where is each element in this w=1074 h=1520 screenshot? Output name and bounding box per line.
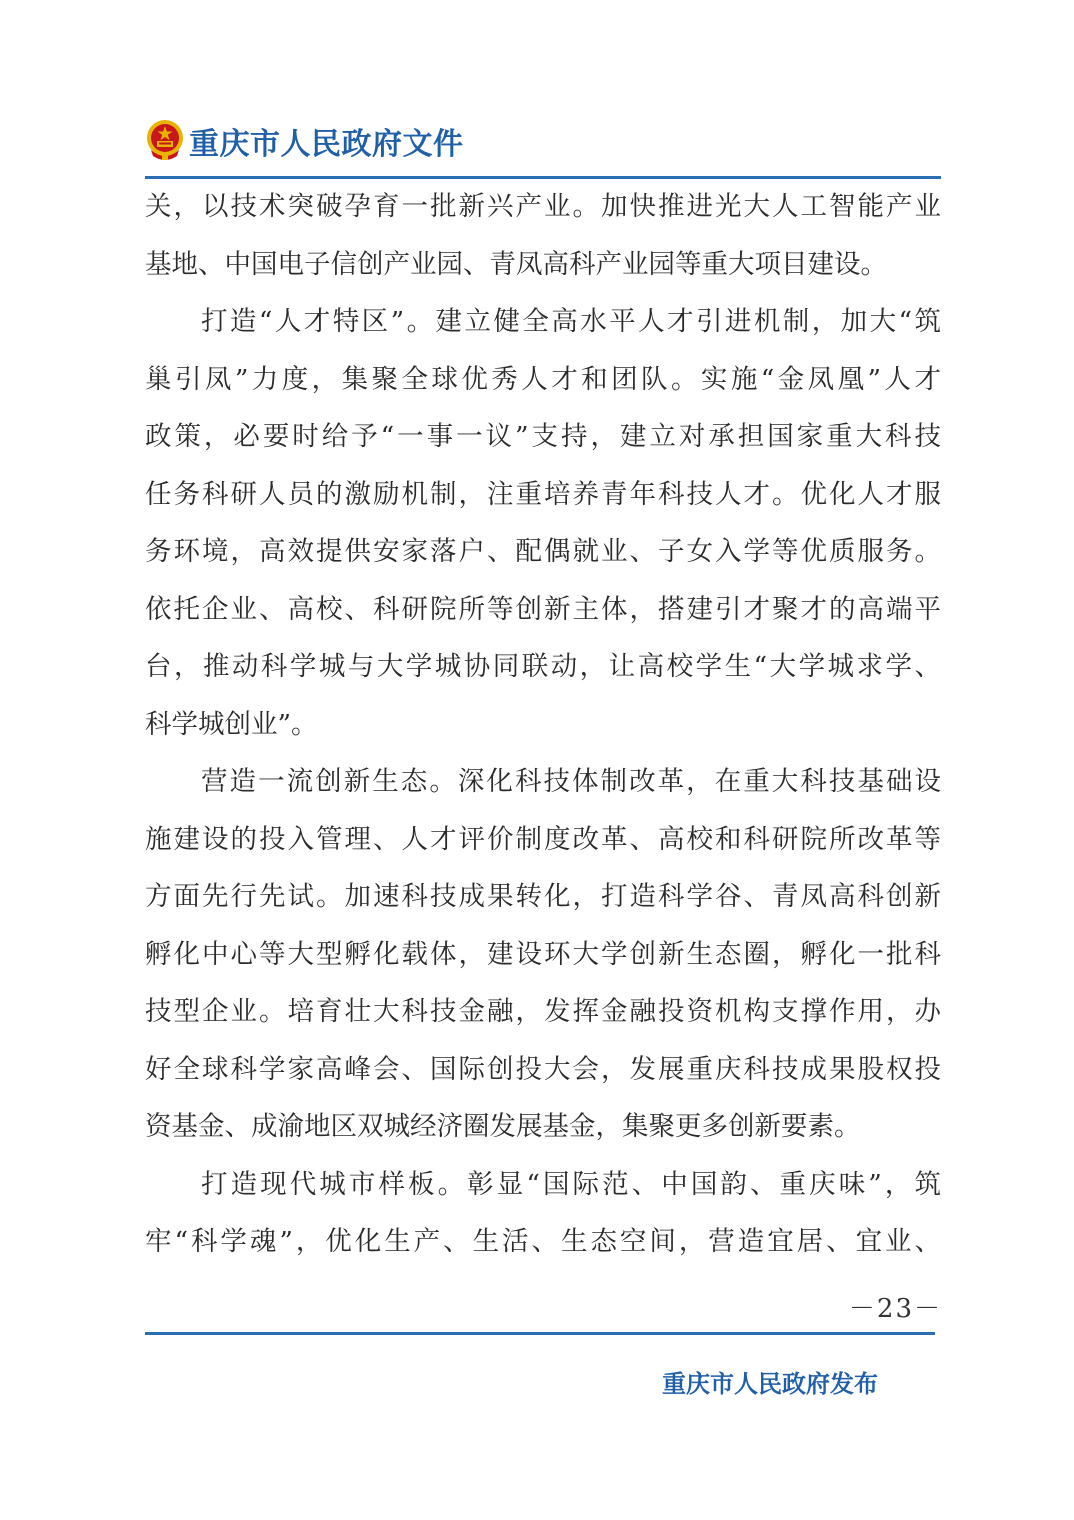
text-line: 巢引凤”力度，集聚全球优秀人才和团队。实施“金凤凰”人才 — [145, 363, 941, 395]
national-emblem-icon — [145, 118, 185, 164]
text-line: 牢“科学魂”，优化生产、生活、生态空间，营造宜居、宜业、 — [145, 1226, 941, 1257]
text-line: 基地、中国电子信创产业园、青凤高科产业园等重大项目建设。 — [145, 248, 887, 280]
text-line: 打造“人才特区”。建立健全高水平人才引进机制，加大“筑 — [201, 306, 941, 337]
text-line: 营造一流创新生态。深化科技体制改革，在重大科技基础设 — [201, 766, 941, 797]
text-line: 依托企业、高校、科研院所等创新主体，搭建引才聚才的高端平 — [145, 593, 941, 625]
text-line: 务环境，高效提供安家落户、配偶就业、子女入学等优质服务。 — [145, 536, 941, 567]
text-line: 关，以技术突破孕育一批新兴产业。加快推进光大人工智能产业 — [145, 191, 941, 222]
page-number: －23－ — [848, 1294, 942, 1324]
text-line: 资基金、成渝地区双城经济圈发展基金，集聚更多创新要素。 — [145, 1111, 861, 1142]
text-line: 孵化中心等大型孵化载体，建设环大学创新生态圈，孵化一批科 — [145, 938, 941, 970]
text-line: 施建设的投入管理、人才评价制度改革、高校和科研院所改革等 — [145, 823, 941, 855]
footer-divider — [145, 1332, 935, 1335]
header-divider — [145, 176, 941, 179]
document-body — [145, 186, 941, 1279]
text-line: 科学城创业”。 — [145, 708, 318, 740]
text-line: 技型企业。培育壮大科技金融，发挥金融投资机构支撑作用，办 — [145, 996, 941, 1027]
footer-publisher: 重庆市人民政府发布 — [662, 1370, 878, 1398]
document-header — [145, 118, 464, 164]
text-line: 任务科研人员的激励机制，注重培养青年科技人才。优化人才服 — [145, 478, 941, 510]
text-line: 政策，必要时给予“一事一议”支持，建立对承担国家重大科技 — [145, 421, 941, 452]
text-line: 台，推动科学城与大学城协同联动，让高校学生“大学城求学、 — [145, 651, 941, 682]
text-line: 好全球科学家高峰会、国际创投大会，发展重庆科技成果股权投 — [145, 1053, 941, 1085]
text-line: 打造现代城市样板。彰显“国际范、中国韵、重庆味”，筑 — [201, 1168, 941, 1200]
header-title: 重庆市人民政府文件 — [189, 127, 464, 162]
text-line: 方面先行先试。加速科技成果转化，打造科学谷、青凤高科创新 — [145, 881, 941, 912]
